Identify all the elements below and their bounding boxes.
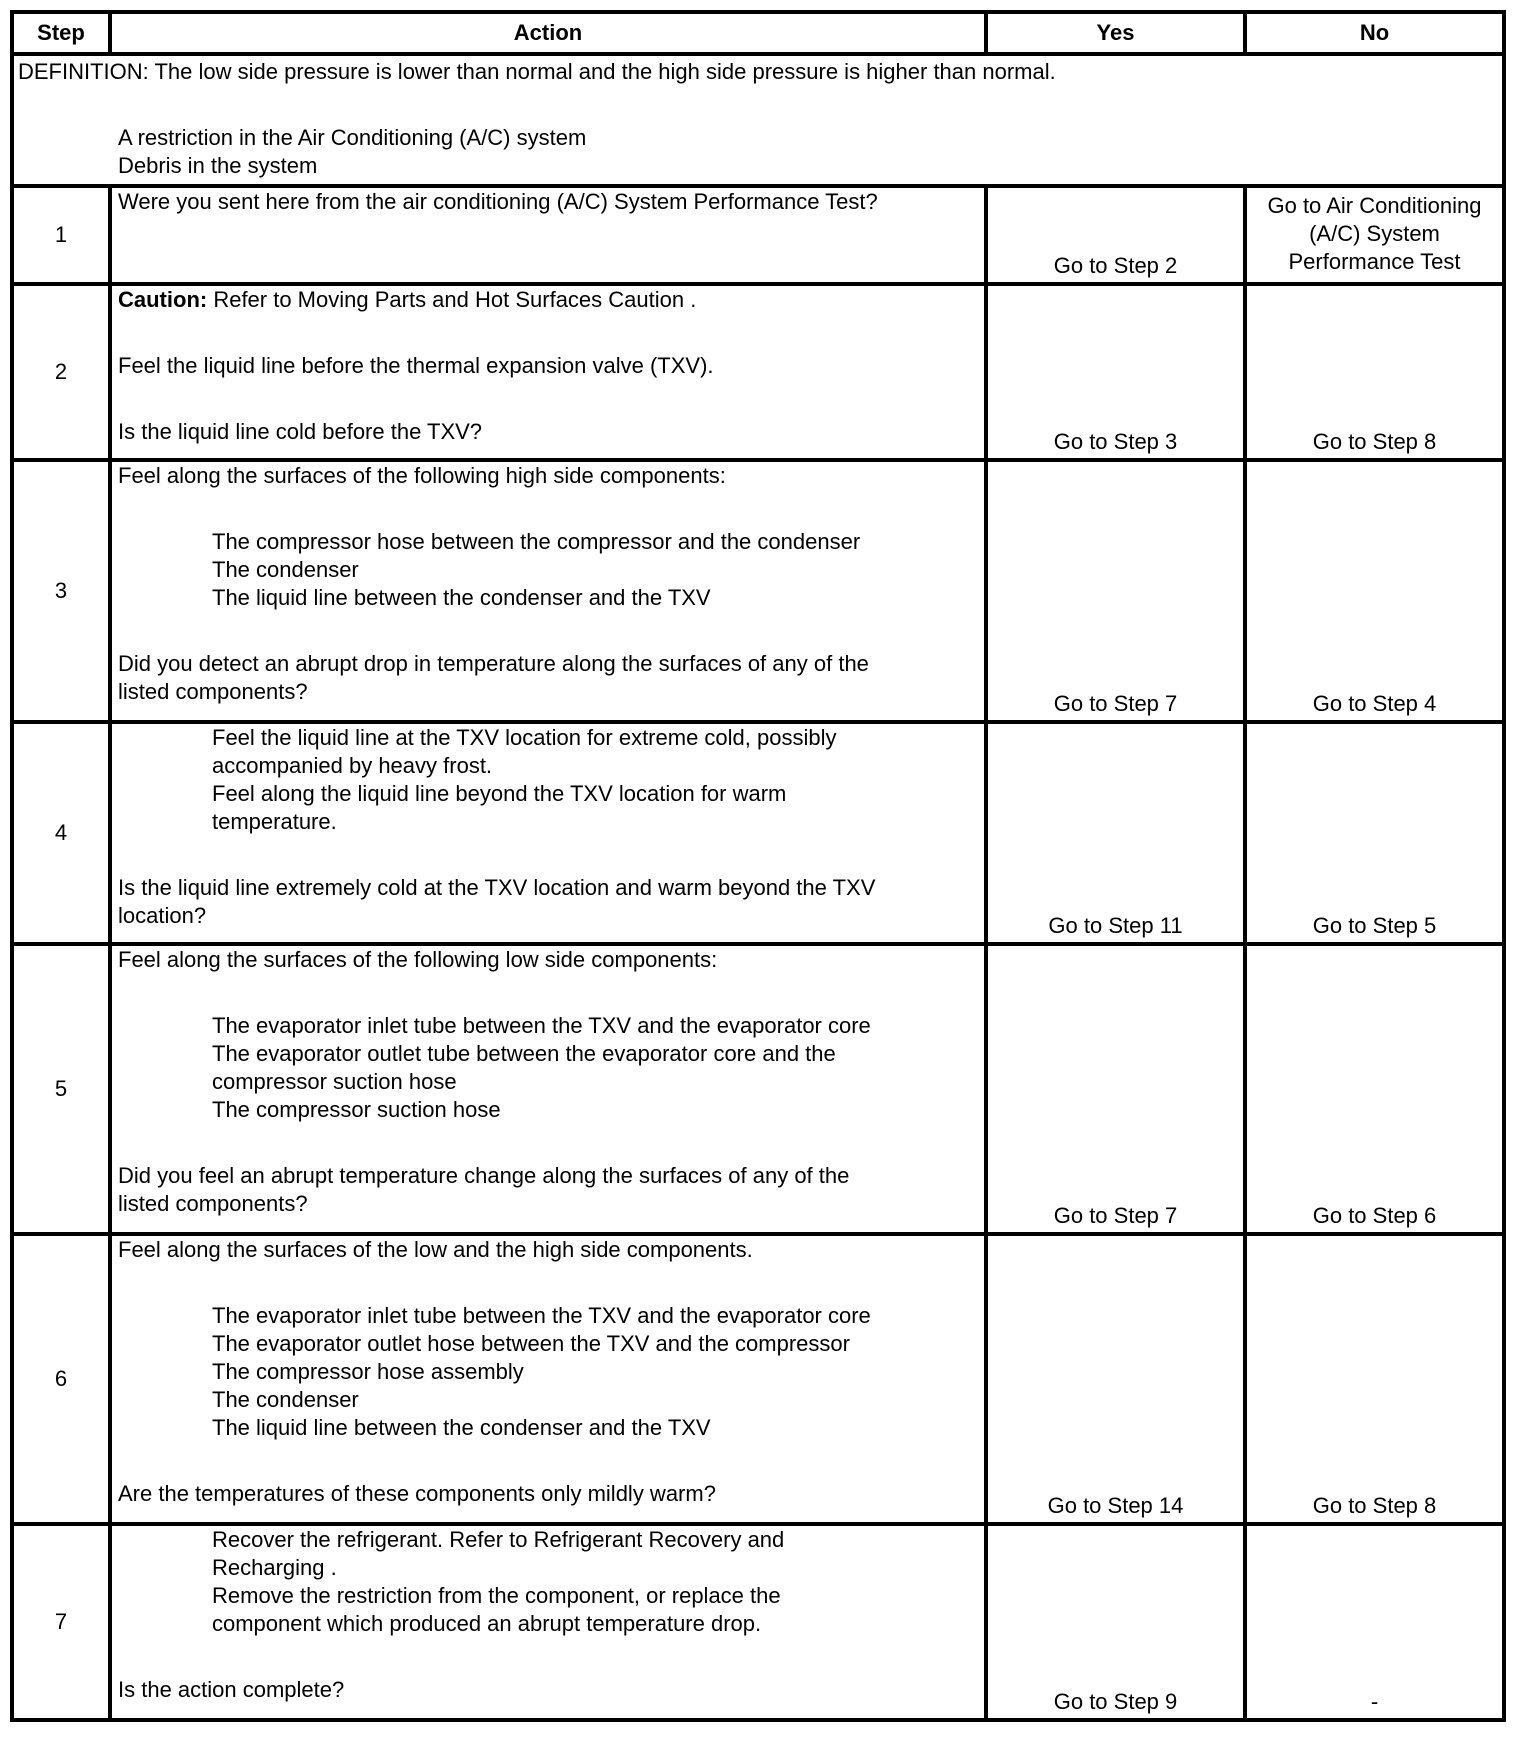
step-intro: Feel along the surfaces of the following high side components: [118,463,726,488]
no-link-line: Performance Test [1288,249,1461,274]
step-row-3 [12,460,1504,722]
header-yes: Yes [986,12,1245,54]
step-action [110,460,986,722]
step-question: location? [118,903,207,928]
no-link[interactable]: Go to Step 6 [1245,944,1504,1234]
step-question: Is the liquid line extremely cold at the TXV location and warm beyond the TXV [118,875,876,900]
component-item: The compressor suction hose [212,1097,501,1122]
instruction-item: Recover the refrigerant. Refer to Refrigerant Recovery and [212,1527,785,1552]
instruction-item: Recharging . [212,1555,337,1580]
yes-link[interactable]: Go to Step 2 [986,186,1245,284]
step-question: Is the liquid line cold before the TXV? [118,419,483,444]
yes-link[interactable]: Go to Step 7 [986,460,1245,722]
no-link[interactable]: Go to Step 5 [1245,722,1504,944]
instruction-item: component which produced an abrupt temperature drop. [212,1611,762,1636]
step-number: 5 [12,944,110,1234]
yes-link[interactable]: Go to Step 3 [986,284,1245,460]
step-question: listed components? [118,679,308,704]
step-intro: Feel along the surfaces of the low and the high side components. [118,1237,753,1262]
header-step: Step [12,12,110,54]
no-link[interactable]: Go to Step 4 [1245,460,1504,722]
step-question: Did you detect an abrupt drop in temperature along the surfaces of any of the [118,651,869,676]
step-row-6 [12,1234,1504,1524]
no-link-line: Go to Air Conditioning [1267,193,1482,218]
step-action [110,722,986,944]
instruction-item: Feel the liquid line at the TXV location for extreme cold, possibly [212,725,837,750]
component-item: The compressor hose between the compressor and the condenser [212,529,861,554]
step-question: Were you sent here from the air conditioning (A/C) System Performance Test? [118,189,878,214]
definition-cell [12,54,1504,186]
step-action [110,284,986,460]
yes-link[interactable]: Go to Step 7 [986,944,1245,1234]
step-question: Did you feel an abrupt temperature change along the surfaces of any of the [118,1163,850,1188]
diagnostic-table [10,10,1506,1722]
step-row-1 [12,186,1504,284]
step-action [110,186,986,284]
component-item: compressor suction hose [212,1069,457,1094]
definition-row [12,54,1504,186]
no-link[interactable] [1245,186,1504,284]
step-action [110,944,986,1234]
component-item: The evaporator outlet hose between the TXV and the compressor [212,1331,850,1356]
component-item: The liquid line between the condenser and the TXV [212,585,711,610]
step-question: Is the action complete? [118,1677,345,1702]
step-row-4 [12,722,1504,944]
instruction-item: accompanied by heavy frost. [212,753,493,778]
step-row-5 [12,944,1504,1234]
step-number: 7 [12,1524,110,1720]
yes-link[interactable]: Go to Step 14 [986,1234,1245,1524]
component-item: The evaporator inlet tube between the TXV and the evaporator core [212,1303,871,1328]
instruction-item: temperature. [212,809,337,834]
step-number: 6 [12,1234,110,1524]
instruction-item: Remove the restriction from the component, or replace the [212,1583,781,1608]
header-row [12,12,1504,54]
yes-link[interactable]: Go to Step 9 [986,1524,1245,1720]
caution-text[interactable]: Refer to Moving Parts and Hot Surfaces Caution . [207,287,697,312]
step-number: 4 [12,722,110,944]
step-number: 2 [12,284,110,460]
component-item: The liquid line between the condenser and the TXV [212,1415,711,1440]
caution-label: Caution: [118,287,208,312]
definition-text: DEFINITION: The low side pressure is lower than normal and the high side pressure is higher than normal. [18,59,1056,84]
step-row-7 [12,1524,1504,1720]
cause-item: Debris in the system [118,153,318,178]
yes-link[interactable]: Go to Step 11 [986,722,1245,944]
component-item: The compressor hose assembly [212,1359,524,1384]
header-action: Action [110,12,986,54]
component-item: The evaporator inlet tube between the TXV and the evaporator core [212,1013,871,1038]
step-intro: Feel along the surfaces of the following low side components: [118,947,718,972]
step-number: 1 [12,186,110,284]
header-no: No [1245,12,1504,54]
step-action [110,1234,986,1524]
no-link[interactable]: Go to Step 8 [1245,1234,1504,1524]
component-item: The condenser [212,557,359,582]
step-question: Are the temperatures of these components only mildly warm? [118,1481,716,1506]
step-number: 3 [12,460,110,722]
step-row-2 [12,284,1504,460]
step-instruction: Feel the liquid line before the thermal expansion valve (TXV). [118,353,714,378]
no-link[interactable]: Go to Step 8 [1245,284,1504,460]
component-item: The evaporator outlet tube between the evaporator core and the [212,1041,836,1066]
no-link-line: (A/C) System [1309,221,1440,246]
component-item: The condenser [212,1387,359,1412]
step-action [110,1524,986,1720]
caution-line [118,286,978,314]
instruction-item: Feel along the liquid line beyond the TXV location for warm [212,781,787,806]
no-link: - [1245,1524,1504,1720]
step-question: listed components? [118,1191,308,1216]
cause-item: A restriction in the Air Conditioning (A/C) system [118,125,587,150]
